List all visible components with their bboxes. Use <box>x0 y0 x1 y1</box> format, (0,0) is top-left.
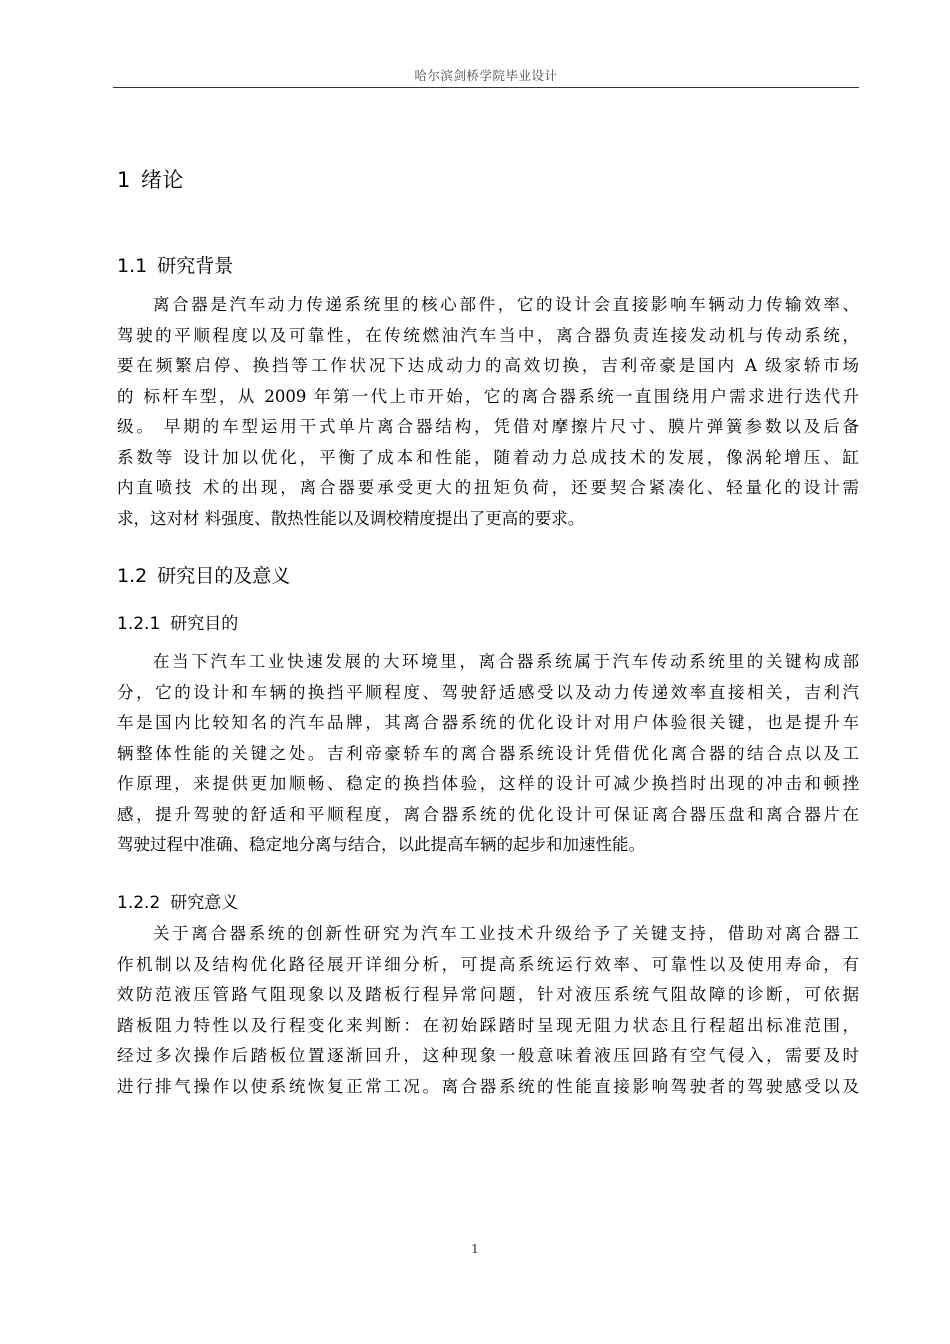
chapter-heading <box>117 164 184 194</box>
paragraph-line: 级。 早期的车型运用干式单片离合器结构，凭借对摩擦片尺寸、膜片弹簧参数以及后备 <box>117 417 859 436</box>
paragraph-line: 作机制以及结构优化路径展开详细分析，可提高系统运行效率、可靠性以及使用寿命，有 <box>117 954 859 974</box>
paragraph-line: 在当下汽车工业快速发展的大环境里，离合器系统属于汽车传动系统里的关键构成部 <box>153 652 859 671</box>
paragraph-line: 的 标杆车型，从 2009 年第一代上市开始，它的离合器系统一直围绕用户需求进行迭代升 <box>117 386 859 406</box>
paragraph-line: 效防范液压管路气阻现象以及踏板行程异常问题，针对液压系统气阻故障的诊断，可依据 <box>117 985 859 1004</box>
section-number: 1.1 <box>117 255 148 277</box>
paragraph-purpose <box>117 647 859 861</box>
section-number: 1.2 <box>117 565 148 587</box>
paragraph-line: 感，提升驾驶的舒适和平顺程度，离合器系统的优化设计可保证离合器压盘和离合器片在 <box>117 804 859 824</box>
paragraph-line: 经过多次操作后踏板位置逐渐回升，这种现象一般意味着液压回路有空气侵入，需要及时 <box>117 1046 859 1065</box>
paragraph-line: 作原理，来提供更加顺畅、稳定的换挡体验，这样的设计可减少换挡时出现的冲击和顿挫 <box>117 774 859 793</box>
page-number: 1 <box>471 1241 479 1256</box>
paragraph-line: 系数等 设计加以优化，平衡了成本和性能，随着动力总成技术的发展，像涡轮增压、缸 <box>117 447 859 467</box>
header-divider <box>113 87 859 88</box>
section-heading-background <box>117 251 233 278</box>
section-title: 研究目的及意义 <box>157 565 291 587</box>
paragraph-line: 离合器是汽车动力传递系统里的核心部件，它的设计会直接影响车辆动力传输效率、 <box>153 295 859 314</box>
chapter-number: 1 <box>117 168 131 192</box>
paragraph-line: 驾驶的平顺程度以及可靠性，在传统燃油汽车当中，离合器负责连接发动机与传动系统， <box>117 325 859 345</box>
paragraph-line: 分，它的设计和车辆的换挡平顺程度、驾驶舒适感受以及动力传递效率直接相关，吉利汽 <box>117 682 859 702</box>
paragraph-significance <box>117 919 859 1102</box>
paragraph-line: 车是国内比较知名的汽车品牌，其离合器系统的优化设计对用户体验很关键，也是提升车 <box>117 713 859 732</box>
subsection-title: 研究意义 <box>170 893 239 913</box>
paragraph-line: 踏板阻力特性以及行程变化来判断：在初始踩踏时呈现无阻力状态且行程超出标准范围， <box>117 1015 859 1035</box>
chapter-title: 绪论 <box>140 168 184 192</box>
subsection-number: 1.2.2 <box>117 893 161 913</box>
section-heading-purpose-significance <box>117 561 290 588</box>
paragraph-line: 内直喷技 术的出现，离合器要承受更大的扭矩负荷，还要契合紧凑化、轻量化的设计需 <box>117 478 859 497</box>
running-header: 哈尔滨剑桥学院毕业设计 <box>414 68 558 83</box>
subsection-title: 研究目的 <box>170 614 239 634</box>
subsection-heading-purpose <box>117 609 238 634</box>
paragraph-line: 关于离合器系统的创新性研究为汽车工业技术升级给予了关键支持，借助对离合器工 <box>153 924 859 943</box>
paragraph-line: 辆整体性能的关键之处。吉利帝豪轿车的离合器系统设计凭借优化离合器的结合点以及工 <box>117 743 859 763</box>
paragraph-line: 进行排气操作以使系统恢复正常工况。离合器系统的性能直接影响驾驶者的驾驶感受以及 <box>117 1076 859 1096</box>
subsection-number: 1.2.1 <box>117 614 161 634</box>
paragraph-line: 求，这对材 料强度、散热性能以及调校精度提出了更高的要求。 <box>117 508 585 528</box>
paragraph-line: 驾驶过程中准确、稳定地分离与结合，以此提高车辆的起步和加速性能。 <box>117 835 645 854</box>
section-title: 研究背景 <box>157 255 234 277</box>
paragraph-background <box>117 290 859 534</box>
subsection-heading-significance <box>117 888 238 913</box>
paragraph-line: 要在频繁启停、换挡等工作状况下达成动力的高效切换，吉利帝豪是国内 A 级家轿市场 <box>117 356 859 375</box>
